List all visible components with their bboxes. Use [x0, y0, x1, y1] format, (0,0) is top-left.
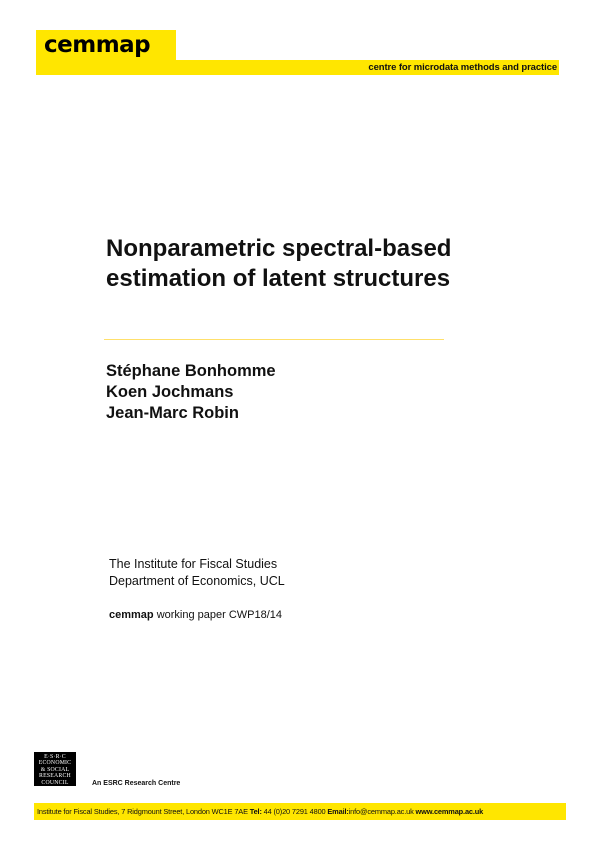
esrc-logo-line: E·S·R·C: [44, 754, 66, 760]
footer-website[interactable]: www.cemmap.ac.uk: [415, 807, 484, 816]
footer-email[interactable]: info@cemmap.ac.uk: [348, 807, 414, 816]
esrc-logo-line: & SOCIAL: [40, 766, 70, 773]
affiliation: [109, 556, 285, 590]
esrc-centre-label: An ESRC Research Centre: [92, 780, 181, 787]
esrc-logo-line: RESEARCH: [39, 773, 71, 780]
esrc-logo-line: COUNCIL: [41, 779, 69, 786]
working-paper-number: working paper CWP18/14: [156, 609, 283, 621]
author-name: Stéphane Bonhomme: [106, 362, 276, 380]
working-paper-label: [109, 608, 282, 622]
affiliation-line: Department of Economics, UCL: [109, 574, 285, 588]
footer-tel: 44 (0)20 7291 4800: [263, 807, 326, 816]
author-list: [106, 361, 276, 424]
esrc-logo-line: ECONOMIC: [38, 760, 72, 767]
tagline: centre for microdata methods and practice: [368, 62, 557, 73]
author-name: Koen Jochmans: [106, 383, 234, 401]
footer-email-label: Email:: [327, 807, 349, 816]
working-paper-brand: cemmap: [109, 609, 154, 621]
author-name: Jean-Marc Robin: [106, 404, 239, 422]
affiliation-line: The Institute for Fiscal Studies: [109, 557, 278, 571]
paper-title: Nonparametric spectral-based estimation of latent structures: [106, 235, 452, 292]
title-divider: [104, 339, 444, 340]
cemmap-logo: cemmap: [44, 32, 151, 58]
footer-address: Institute for Fiscal Studies, 7 Ridgmount Street, London WC1E 7AE: [37, 807, 248, 816]
esrc-logo: [34, 752, 76, 786]
footer-tel-label: Tel:: [249, 807, 262, 816]
footer-contact: [37, 806, 483, 817]
